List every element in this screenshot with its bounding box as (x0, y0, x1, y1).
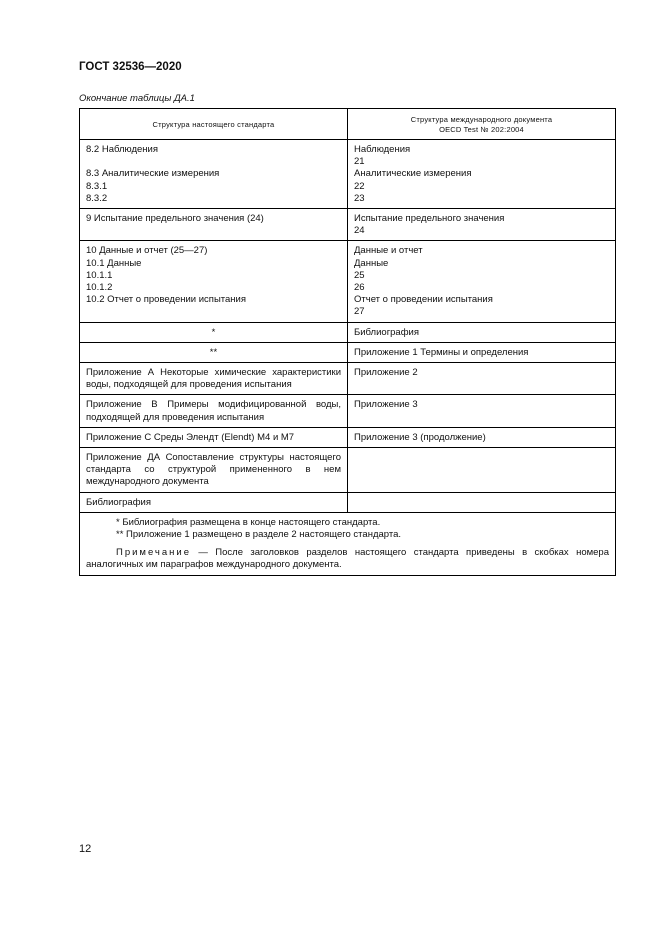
col-header-international (348, 109, 616, 140)
cell-line: 8.3.1 (86, 180, 108, 192)
cell-line: 27 (354, 306, 365, 318)
note-text: — После заголовков разделов настоящего стандарта приведены в скобках номера аналогичных им параграфов международного документа. (86, 547, 609, 571)
cell-left: Приложение С Среды Элендт (Elendt) М4 и М7 (80, 427, 348, 447)
cell-line: Библиография (354, 326, 419, 338)
footnote: * Библиография размещена в конце настоящего стандарта. (116, 516, 381, 528)
table-row (80, 427, 616, 447)
cell-right (348, 448, 616, 493)
cell-left: Приложение А Некоторые химические характеристики воды, подходящей для проведения испытания (80, 363, 348, 395)
cell-right (348, 395, 616, 427)
cell-line: 23 (354, 192, 365, 204)
cell-right (348, 241, 616, 322)
cell-line: 21 (354, 156, 365, 168)
cell-line: 22 (354, 180, 365, 192)
cell-left: Приложение ДА Сопоставление структуры настоящего стандарта со структурой примененного в нем международного документа (80, 448, 348, 493)
cell-left: * (80, 322, 348, 342)
table-row (80, 395, 616, 427)
table-row (80, 363, 616, 395)
cell-left (80, 241, 348, 322)
cell-line: Данные (354, 257, 389, 269)
page-number: 12 (79, 843, 92, 855)
cell-line: 24 (354, 225, 365, 237)
cell-right (348, 140, 616, 209)
table-row (80, 209, 616, 241)
cell-right (348, 209, 616, 241)
cell-line: Приложение 3 (продолжение) (354, 431, 486, 443)
cell-right (348, 363, 616, 395)
table-row (80, 322, 616, 342)
table-header-row (80, 109, 616, 140)
cell-right (348, 427, 616, 447)
structure-comparison-table (79, 108, 616, 576)
cell-right (348, 342, 616, 362)
cell-line: 8.3.2 (86, 192, 108, 204)
cell-line: 8.3 Аналитические измерения (86, 168, 220, 180)
table-note (86, 547, 609, 571)
cell-line: Аналитические измерения (354, 168, 472, 180)
table-row (80, 241, 616, 322)
cell-left (80, 140, 348, 209)
cell-left: Приложение В Примеры модифицированной воды, подходящей для проведения испытания (80, 395, 348, 427)
cell-line: 25 (354, 269, 365, 281)
cell-line: 26 (354, 282, 365, 294)
cell-line: 10.2 Отчет о проведении испытания (86, 294, 247, 306)
col-header-line: OECD Test № 202:2004 (439, 124, 524, 134)
col-header-line: Структура международного документа (410, 114, 553, 124)
cell-line: 10.1 Данные (86, 257, 142, 269)
cell-line: Приложение 3 (354, 399, 418, 411)
cell-line: Отчет о проведении испытания (354, 294, 493, 306)
col-header-standard: Структура настоящего стандарта (80, 109, 348, 140)
cell-left (80, 209, 348, 241)
cell-line: 10 Данные и отчет (25—27) (86, 245, 208, 257)
table-row (80, 492, 616, 512)
footnote: ** Приложение 1 размещено в разделе 2 настоящего стандарта. (116, 529, 402, 541)
notes-cell (80, 512, 616, 575)
cell-line: 8.2 Наблюдения (86, 144, 158, 155)
table-notes-row (80, 512, 616, 575)
cell-right (348, 322, 616, 342)
cell-line: Приложение 1 Термины и определения (354, 346, 529, 358)
cell-left: ** (80, 342, 348, 362)
cell-left: Библиография (80, 492, 348, 512)
table-row (80, 342, 616, 362)
document-header: ГОСТ 32536—2020 (79, 61, 182, 73)
cell-line: Наблюдения (354, 144, 411, 155)
cell-right (348, 492, 616, 512)
cell-line: Данные и отчет (354, 245, 423, 257)
cell-line: Приложение 2 (354, 367, 418, 379)
cell-line: Испытание предельного значения (354, 213, 505, 225)
table-row (80, 140, 616, 209)
note-label: Примечание (116, 547, 191, 559)
cell-line: 10.1.1 (86, 269, 113, 281)
cell-line: 10.1.2 (86, 282, 113, 294)
table-caption: Окончание таблицы ДА.1 (79, 93, 195, 104)
cell-line: 9 Испытание предельного значения (24) (86, 213, 264, 225)
table-row (80, 448, 616, 493)
